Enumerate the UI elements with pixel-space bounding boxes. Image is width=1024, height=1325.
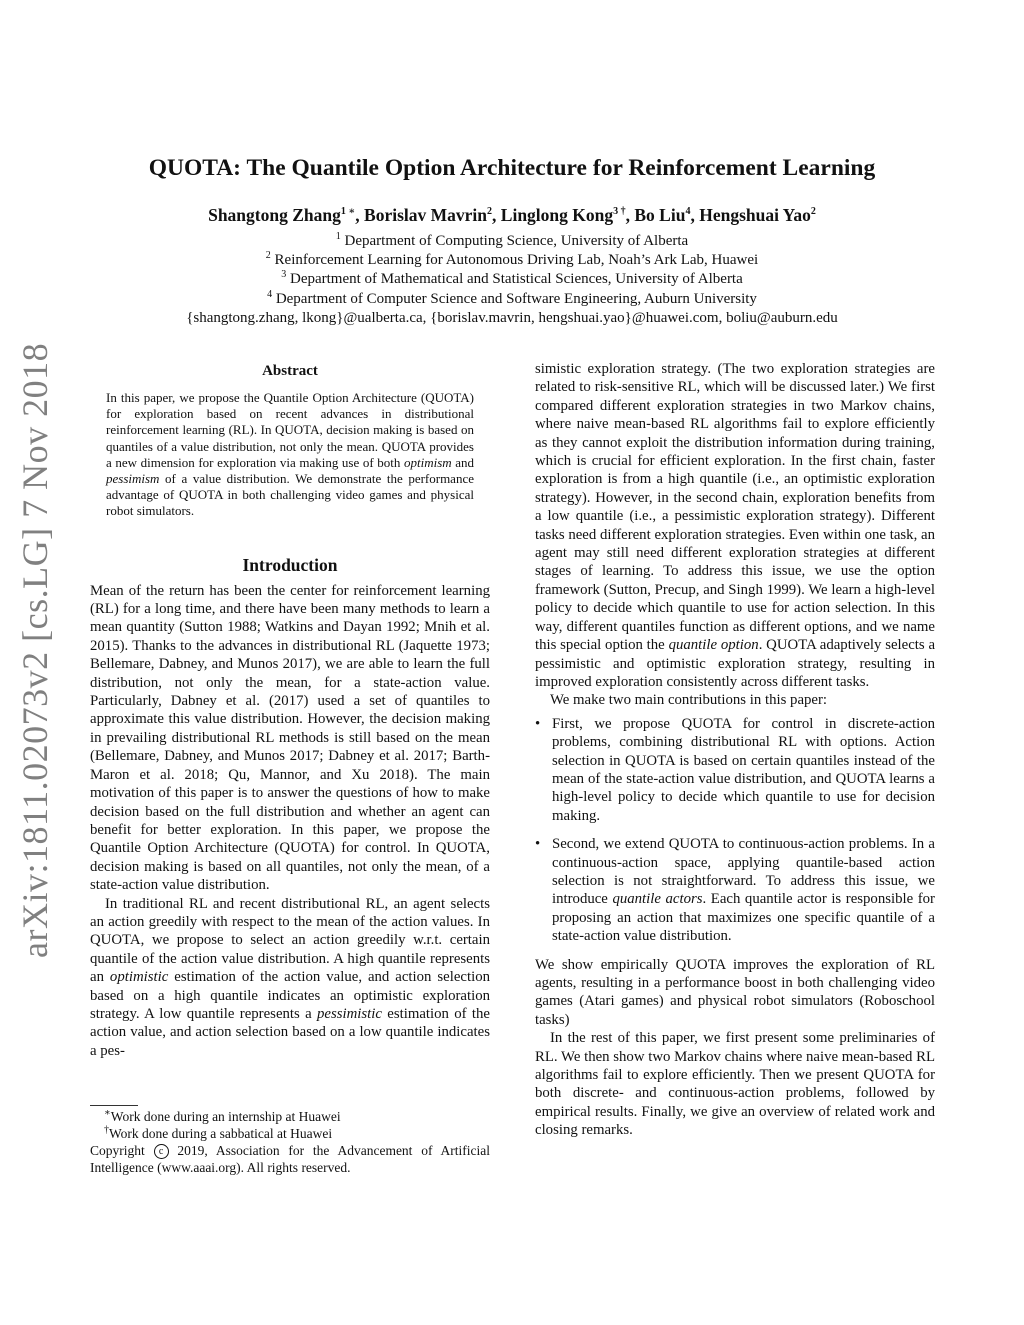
bullet-icon: • [535,715,541,732]
affiliation-line [0,270,1024,289]
author-affil-mark: 1 ∗ [340,206,356,218]
paper-title: QUOTA: The Quantile Option Architecture for Reinforcement Learning [148,155,876,181]
affiliation-number: 4 [267,288,273,300]
introduction-heading: Introduction [242,554,338,575]
author-affil-mark: 2 [487,206,493,218]
author-name: Linglong Kong [500,205,614,225]
author-affil-mark: 4 [685,206,691,218]
affiliation-number: 2 [265,250,271,262]
affiliation-text: Reinforcement Learning for Autonomous Driving Lab, Noah’s Ark Lab, Huawei [274,252,759,269]
copyright-notice: Copyright c 2019, Association for the Advancement of Artificial Intelligence (www.aaai.org). All rights reserved. [90,1143,491,1176]
author-emails: {shangtong.zhang, lkong}@ualberta.ca, {borislav.mavrin, hengshuai.yao}@huawei.com, boliu@auburn.edu [186,309,838,326]
affiliation-text: Department of Mathematical and Statistical Sciences, University of Alberta [289,271,743,288]
author-name: Borislav Mavrin [364,205,488,225]
intro-paragraph-1: Mean of the return has been the center for reinforcement learning (RL) for a long time, and there have been many methods to learn a mean quantity (Sutton 1988; Watkins and Dayan 1992; Mnih et al. 2015). Thanks to the advances in distributional RL (Jaquette 1973; Bellemare, Dabney, and Munos 2017), we are able to learn the full distribution, not only the mean, for a state-action value. Particularly, Dabney et al. (2017) used a set of quantiles to approximate this value distribution. However, the decision making in prevailing distributional RL methods is still based on the mean (Bellemare, Dabney, and Munos 2017; Dabney et al. 2017; Barth-Maron et al. 2018; Qu, Mannor, and Xu 2018). The main motivation of this paper is to answer the questions of how to make decision based on the full distribution and whether an agent can benefit for better exploration. In this paper, we propose the Quantile Option Architecture (QUOTA) for control. In QUOTA, decision making is based on all quantiles, not only the mean, of a state-action value distribution. [90,582,490,894]
author-list: Shangtong Zhang$^{1 ∗}$, Borislav Mavrin$^2$, Linglong Kong$^{3 \dagger}$, Bo Liu$^4$, Hengshuai Yao$^2$ [208,205,816,225]
list-item: • Second, we extend QUOTA to continuous-action problems. In a continuous-action space, applying quantile-based action selection is not straightforward. To address this issue, we introduce quantile actors. Each quantile actor is responsible for proposing an action that maximizes one specific quantile of a state-action value distribution. [535,836,935,945]
abstract-heading: Abstract [262,363,318,379]
footnote-1: ∗Work done during an internship at Huawei [104,1107,341,1124]
intro-paragraph-2: In traditional RL and recent distributional RL, an agent selects an action greedily with respect to the mean of the action values. In QUOTA, we propose to select an action greedily w.r.t. certain quantile of the action value distribution. A high quantile represents an optimistic estimation of the action value, and action selection based on a high quantile indicates an optimistic exploration strategy. A low quantile represents a pessimistic estimation of the action value, and action selection based on a low quantile indicates a pes- [90,895,490,1059]
list-item: • First, we propose QUOTA for control in discrete-action problems, combining distributional RL with options. Action selection in QUOTA is based on certain quantiles instead of the mean of the state-action value distribution, and QUOTA learns a high-level policy to decide which quantile to use for decision making. [535,715,935,824]
author-name: Shangtong Zhang [208,205,341,225]
left-column [90,360,490,1060]
intro-paragraph-3: We make two main contributions in this paper: [550,692,828,709]
author-affil-mark: 2 [810,206,816,218]
intro-paragraph-2-continued: simistic exploration strategy. (The two exploration strategies are related to risk-sensitive RL, which will be discussed later.) We first compared different exploration strategies in two Markov chains, where naive mean-based RL algorithms fail to explore efficiently as they cannot exploit the distribution information during training, which is crucial for efficient exploration. In the first chain, faster exploration is from a high quantile (i.e., an optimistic exploration strategy). However, in the second chain, exploration benefits from a low quantile (i.e., a pessimistic exploration strategy). Different tasks need different exploration strategies. Even within one task, an agent may still need different exploration strategies at different stages of learning. To address this issue, we use the option framework (Sutton, Precup, and Singh 1999). We learn a high-level policy to decide which quantile to use for action selection. In this way, different quantiles function as different options, and we name this special option the quantile option. QUOTA adaptively selects a pessimistic and optimistic exploration strategy, resulting in improved exploration consistently across different tasks. [535,361,936,690]
affiliation-block [0,232,1024,328]
affiliation-text: Department of Computing Science, University of Alberta [344,233,689,249]
affiliation-number: 3 [281,269,287,281]
affiliation-line [0,232,1024,251]
author-name: Hengshuai Yao [699,205,811,225]
affiliation-number: 1 [335,231,341,242]
intro-paragraph-4: We show empirically QUOTA improves the exploration of RL agents, resulting in a performance boost in both challenging video games (Atari games) and physical robot simulators (Roboschool tasks) [535,956,935,1028]
copyright-icon: c [154,1144,169,1159]
author-name: Bo Liu [634,205,686,225]
affiliation-line [0,290,1024,309]
footnote-2: †Work done during a sabbatical at Huawei [104,1124,333,1141]
intro-paragraph-5: In the rest of this paper, we first present some preliminaries of RL. We then show two Markov chains where naive mean-based RL algorithms fail to explore efficiently. Then we present QUOTA for both discrete- and continuous-action problems, followed by empirical results. Finally, we give an overview of related work and closing remarks. [535,1030,935,1139]
affiliation-line [0,251,1024,270]
author-affil-mark: 3 † [613,206,626,218]
contribution-list [535,715,935,946]
bullet-icon: • [535,836,541,853]
arxiv-identifier-stamp: arXiv:1811.02073v2 [cs.LG] 7 Nov 2018 [15,342,55,958]
footnote-divider [90,1105,138,1106]
footnotes [90,1105,490,1176]
abstract-text: In this paper, we propose the Quantile Option Architecture (QUOTA) for exploration based on recent advances in distributional reinforcement learning (RL). In QUOTA, decision making is based on quantiles of a value distribution, not only the mean. QUOTA provides a new dimension for exploration via making use of both optimism and pessimism of a value distribution. We demonstrate the performance advantage of QUOTA in both challenging video games and physical robot simulators. [106,390,474,519]
affiliation-text: Department of Computer Science and Software Engineering, Auburn University [275,290,757,307]
right-column [535,360,935,1140]
